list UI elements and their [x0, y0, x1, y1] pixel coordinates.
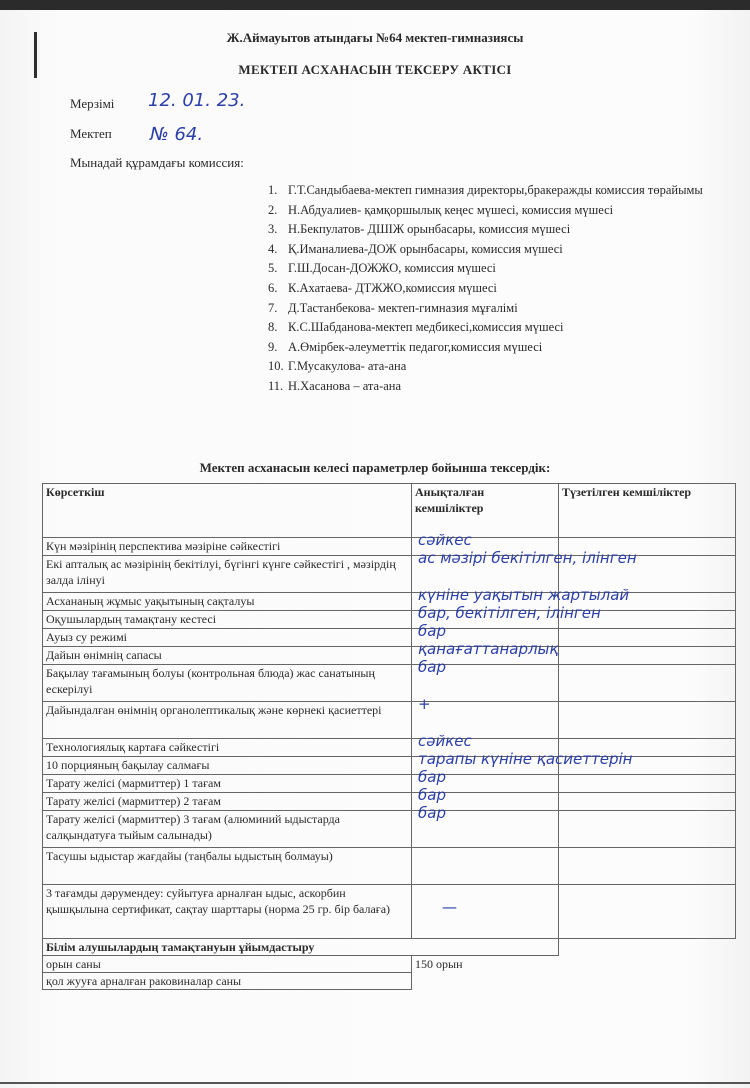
sinks-label: қол жууға арналған раковиналар саны: [43, 973, 412, 990]
commission-number: 7.: [268, 300, 278, 315]
table-row: [43, 757, 736, 775]
commission-number: 1.: [268, 183, 278, 197]
table-row: [43, 556, 736, 593]
table-row: [43, 593, 736, 611]
commission-number: 6.: [268, 280, 278, 295]
date-handwritten: 12. 01. 23.: [148, 90, 246, 111]
found-cell: [412, 804, 559, 848]
commission-member: [268, 299, 708, 319]
table-row: [43, 611, 736, 629]
indicator-cell: Ауыз су режимі: [43, 629, 412, 647]
found-handwritten: —: [442, 898, 457, 916]
commission-text: Г.Мусакулова- ата-ана: [288, 359, 407, 374]
indicator-cell: Бақылау тағамының болуы (контрольная блюда) жас санатының ескерілуі: [43, 665, 412, 702]
found-handwritten: ас мәзірі бекітілген, ілінген: [418, 549, 637, 567]
table-header-row: [43, 484, 736, 538]
commission-member: [268, 338, 708, 358]
commission-text: Қ.Иманалиева-ДОЖ орынбасары, комиссия мүшесі: [288, 241, 563, 256]
seats-row: [43, 956, 736, 973]
indicator-cell: Тасушы ыдыстар жағдайы (таңбалы ыдыстың болмауы): [43, 848, 412, 885]
sinks-row: [43, 973, 736, 990]
seats-label: орын саны: [43, 956, 412, 973]
commission-text: Н.Хасанова – ата-ана: [288, 378, 402, 393]
commission-number: 2.: [268, 202, 278, 217]
school-number-handwritten: № 64.: [150, 124, 204, 145]
commission-member: [268, 318, 708, 338]
document-title: МЕКТЕП АСХАНАСЫН ТЕКСЕРУ АКТІСІ: [238, 62, 512, 77]
commission-number: 5.: [268, 261, 278, 276]
fixed-cell: [559, 848, 736, 885]
commission-label: Мынадай құрамдағы комиссия:: [70, 155, 244, 170]
found-handwritten: бар: [418, 786, 446, 804]
indicator-cell: 3 тағамды дәрумендеу: суйытуға арналған ыдыс, аскорбин қышқылына сертификат, сақтау шарттары (норма 25 гр. бір балаға): [43, 885, 412, 939]
school-label: Мектеп: [70, 126, 112, 141]
fixed-cell: [559, 811, 736, 848]
indicator-cell: Дайындалған өнімнің органолептикалық және көрнекі қасиеттері: [43, 702, 412, 739]
commission-text: К.С.Шабданова-мектеп медбикесі,комиссия мүшесі: [288, 320, 564, 335]
indicator-cell: Технологиялық картаға сәйкестігі: [43, 739, 412, 757]
found-handwritten: +: [418, 695, 431, 713]
commission-text: Г.Ш.Досан-ДОЖЖО, комиссия мүшесі: [288, 261, 496, 276]
scan-bottom-edge: [0, 1082, 750, 1084]
seats-value: 150 орын: [415, 957, 463, 971]
fixed-cell: [559, 793, 736, 811]
commission-text: А.Өмірбек-әлеуметтік педагог,комиссия мүшесі: [288, 339, 543, 354]
inspection-table: [42, 483, 736, 990]
found-handwritten: бар: [418, 804, 446, 822]
fixed-cell: [559, 629, 736, 647]
section-empty: [412, 939, 559, 956]
fixed-cell: [559, 702, 736, 739]
found-handwritten: сәйкес: [418, 732, 472, 750]
commission-text: Н.Бекпулатов- ДШІЖ орынбасары, комиссия мүшесі: [288, 222, 571, 237]
indicator-cell: Күн мәзірінің перспектива мәзіріне сәйкестігі: [43, 538, 412, 556]
indicator-cell: Асхананың жұмыс уақытының сақталуы: [43, 593, 412, 611]
commission-number: 9.: [268, 339, 278, 354]
fixed-cell: [559, 885, 736, 939]
fixed-cell: [559, 665, 736, 702]
commission-number: 4.: [268, 241, 278, 256]
section-row: [43, 939, 736, 956]
table-row: [43, 665, 736, 702]
table-row: [43, 885, 736, 939]
fixed-cell: [559, 775, 736, 793]
commission-member: [268, 357, 708, 377]
table-row: [43, 775, 736, 793]
commission-member: [268, 181, 708, 201]
found-handwritten: күніне уақытын жартылай: [418, 586, 630, 604]
commission-number: 10.: [268, 359, 284, 374]
fixed-cell: [559, 647, 736, 665]
found-cell: [412, 848, 559, 885]
indicator-cell: Екі апталық ас мәзірінің бекітілуі, бүгінгі күнге сәйкестігі , мәзірдің залда ілінуі: [43, 556, 412, 593]
commission-text: Д.Тастанбекова- мектеп-гимназия мұғалімі: [288, 300, 518, 315]
found-cell: [412, 885, 559, 939]
scan-top-shadow: [0, 0, 750, 10]
commission-member: [268, 377, 708, 397]
found-handwritten: бар, бекітілген, ілінген: [418, 604, 601, 622]
commission-member: [268, 220, 708, 240]
table-row: [43, 793, 736, 811]
commission-list: [268, 181, 708, 397]
table-row: [43, 811, 736, 848]
commission-member: [268, 240, 708, 260]
date-label: Мерзімі: [70, 96, 115, 111]
header-fixed: Түзетілген кемшіліктер: [559, 484, 736, 538]
found-handwritten: қанағаттанарлық: [418, 640, 559, 658]
commission-text: Н.Абдуалиев- қамқоршылық кеңес мүшесі, комиссия мүшесі: [288, 202, 614, 217]
commission-number: 3.: [268, 222, 278, 237]
commission-number: 11.: [268, 378, 284, 393]
indicator-cell: 10 порцияның бақылау салмағы: [43, 757, 412, 775]
table-row: [43, 702, 736, 739]
header-found: Анықталған кемшіліктер: [412, 484, 559, 538]
found-handwritten: сәйкес: [418, 531, 472, 549]
found-handwritten: бар: [418, 658, 446, 676]
table-row: [43, 629, 736, 647]
school-name: Ж.Аймауытов атындағы №64 мектеп-гимназиясы: [226, 30, 524, 45]
commission-text: К.Ахатаева- ДТЖЖО,комиссия мүшесі: [288, 280, 497, 295]
found-cell: [412, 658, 559, 702]
commission-number: 8.: [268, 320, 278, 335]
commission-member: [268, 279, 708, 299]
indicator-cell: Дайын өнімнің сапасы: [43, 647, 412, 665]
table-row: [43, 848, 736, 885]
commission-text: Г.Т.Сандыбаева-мектеп гимназия директоры,бракеражды комиссия төрайымы: [288, 183, 703, 197]
found-handwritten: тарапы күніне қасиеттерін: [418, 750, 633, 768]
indicator-cell: Оқушылардың тамақтану кестесі: [43, 611, 412, 629]
params-title: Мектеп асханасын келесі параметрлер бойынша тексердік:: [199, 460, 551, 475]
section-title: Білім алушылардың тамақтануын ұйымдастыру: [43, 939, 412, 956]
found-handwritten: бар: [418, 622, 446, 640]
commission-member: [268, 259, 708, 279]
indicator-cell: Тарату желісі (мармиттер) 3 тағам (алюминий ыдыстарда салқындатуға тыйым салынады): [43, 811, 412, 848]
table-row: [43, 647, 736, 665]
indicator-cell: Тарату желісі (мармиттер) 1 тағам: [43, 775, 412, 793]
indicator-cell: Тарату желісі (мармиттер) 2 тағам: [43, 793, 412, 811]
found-handwritten: бар: [418, 768, 446, 786]
commission-member: [268, 201, 708, 221]
header-indicator: Көрсеткіш: [43, 484, 412, 538]
